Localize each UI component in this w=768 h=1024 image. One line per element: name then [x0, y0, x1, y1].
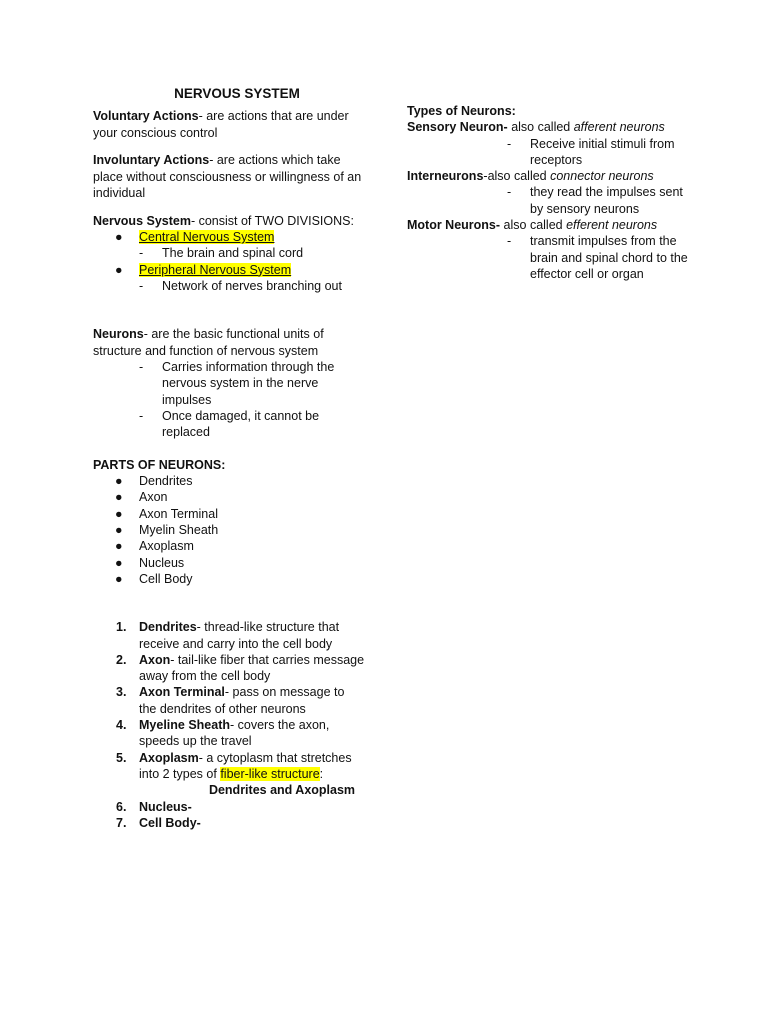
- definition-term: Myeline Sheath: [139, 718, 230, 733]
- item-number: 2.: [116, 652, 127, 667]
- dash-icon: -: [139, 360, 144, 375]
- definition-text: - pass on message to the dendrites of other neurons: [139, 685, 345, 716]
- neuron-point-text: Carries information through the nervous system in the nerve impulses: [162, 360, 335, 407]
- neuron-type-detail: - transmit impulses from the brain and spinal chord to the effector cell or organ: [507, 234, 688, 281]
- dash-icon: -: [139, 246, 144, 261]
- bullet-icon: ●: [115, 506, 123, 521]
- bullet-icon: ●: [115, 571, 123, 586]
- involuntary-term: Involuntary Actions: [93, 153, 210, 167]
- bullet-icon: ●: [115, 474, 123, 489]
- neuron-type-term: Motor Neurons-: [407, 218, 501, 233]
- division-detail-text: The brain and spinal cord: [162, 246, 304, 261]
- dash-icon: -: [139, 409, 144, 424]
- involuntary-paragraph: [93, 152, 365, 202]
- definition-text: - a cytoplasm that stretches into 2 types of: [139, 750, 352, 781]
- document-title: NERVOUS SYSTEM: [174, 86, 300, 101]
- bullet-icon: ●: [115, 262, 123, 277]
- bullet-icon: ●: [115, 555, 123, 570]
- division-item: [93, 229, 365, 245]
- types-heading: Types of Neurons:: [407, 104, 516, 118]
- bullet-icon: ●: [115, 523, 123, 538]
- division-detail: [93, 245, 365, 261]
- definition-term: Dendrites: [139, 620, 197, 635]
- neuron-type-term: Sensory Neuron-: [407, 120, 508, 135]
- division-detail: [93, 278, 365, 294]
- division-name: Central Nervous System: [139, 230, 275, 244]
- definition-text: - thread-like structure that receive and carry into the cell body: [139, 620, 340, 651]
- division-name: Peripheral Nervous System: [139, 262, 292, 277]
- definition-item: [93, 717, 365, 750]
- neuron-point: [93, 359, 365, 408]
- definition-text: - tail-like fiber that carries message away from the cell body: [139, 652, 365, 684]
- neurons-definition: - are the basic functional units of structure and function of nervous system: [93, 327, 324, 358]
- definition-item: [93, 799, 365, 815]
- neuron-type: Motor Neurons- also called efferent neurons: [407, 218, 658, 233]
- part-item: ● Axon Terminal: [115, 506, 218, 521]
- part-item: ● Cell Body: [115, 571, 193, 586]
- neuron-type: Interneurons-also called connector neurons: [407, 169, 654, 184]
- neuron-point: [93, 408, 365, 441]
- definition-item: [93, 815, 365, 831]
- bullet-icon: ●: [115, 539, 123, 554]
- item-number: 4.: [116, 718, 127, 733]
- left-column: [93, 86, 365, 831]
- definition-term: Axoplasm: [139, 750, 199, 765]
- item-number: 5.: [116, 750, 127, 765]
- definition-term: Cell Body-: [139, 815, 201, 830]
- bullet-icon: ●: [115, 490, 123, 505]
- item-number: 1.: [116, 620, 127, 635]
- part-item: ● Axon: [115, 490, 168, 505]
- voluntary-term: Voluntary Actions: [93, 109, 199, 123]
- right-column: [407, 103, 697, 282]
- neuron-type-alias: connector neurons: [550, 169, 654, 184]
- definition-term: Axon Terminal: [139, 685, 225, 700]
- neuron-type-detail: - they read the impulses sent by sensory neurons: [507, 185, 683, 216]
- neuron-type-alias: afferent neurons: [573, 120, 665, 135]
- dash-icon: -: [507, 136, 512, 151]
- parts-heading: PARTS OF NEURONS:: [93, 457, 226, 472]
- neuron-type-term: Interneurons: [407, 169, 484, 184]
- neuron-type-alias: efferent neurons: [566, 218, 658, 233]
- item-number: 6.: [116, 799, 127, 814]
- definition-term: Nucleus-: [139, 799, 192, 814]
- voluntary-paragraph: [93, 108, 365, 141]
- division-item: [93, 262, 365, 278]
- highlighted-phrase: fiber-like structure: [220, 766, 320, 781]
- neuron-type: Sensory Neuron- also called afferent neurons: [407, 120, 665, 135]
- nervous-system-paragraph: [93, 213, 365, 230]
- part-item: ● Dendrites: [115, 474, 193, 489]
- bullet-icon: ●: [115, 230, 123, 244]
- dash-icon: -: [507, 185, 512, 200]
- neuron-type-detail: - Receive initial stimuli from receptors: [507, 136, 675, 167]
- definition-item: [93, 619, 365, 652]
- dash-icon: -: [507, 234, 512, 249]
- definition-sub-heading: Dendrites and Axoplasm: [208, 783, 356, 798]
- definition-item: [93, 750, 365, 783]
- neurons-paragraph: [93, 326, 365, 359]
- voluntary-definition: - are actions that are under your conscious control: [93, 109, 349, 140]
- definition-item: [93, 652, 365, 685]
- nervous-system-term: Nervous System: [93, 213, 191, 228]
- item-number: 7.: [116, 815, 127, 830]
- part-item: ● Myelin Sheath: [115, 523, 219, 538]
- part-item: ● Nucleus: [115, 555, 185, 570]
- item-number: 3.: [116, 685, 127, 700]
- definition-punct: :: [319, 766, 324, 781]
- involuntary-definition: - are actions which take place without consciousness or willingness of an individual: [93, 153, 362, 200]
- definition-item: [93, 684, 365, 717]
- part-item: ● Axoplasm: [115, 539, 194, 554]
- definition-text: - covers the axon, speeds up the travel: [139, 718, 330, 749]
- dash-icon: -: [139, 278, 144, 293]
- definition-term: Axon: [139, 652, 171, 667]
- neurons-term: Neurons: [93, 327, 144, 342]
- division-detail-text: Network of nerves branching out: [162, 278, 342, 293]
- nervous-system-definition: - consist of TWO DIVISIONS:: [190, 213, 354, 228]
- neuron-point-text: Once damaged, it cannot be replaced: [162, 409, 320, 440]
